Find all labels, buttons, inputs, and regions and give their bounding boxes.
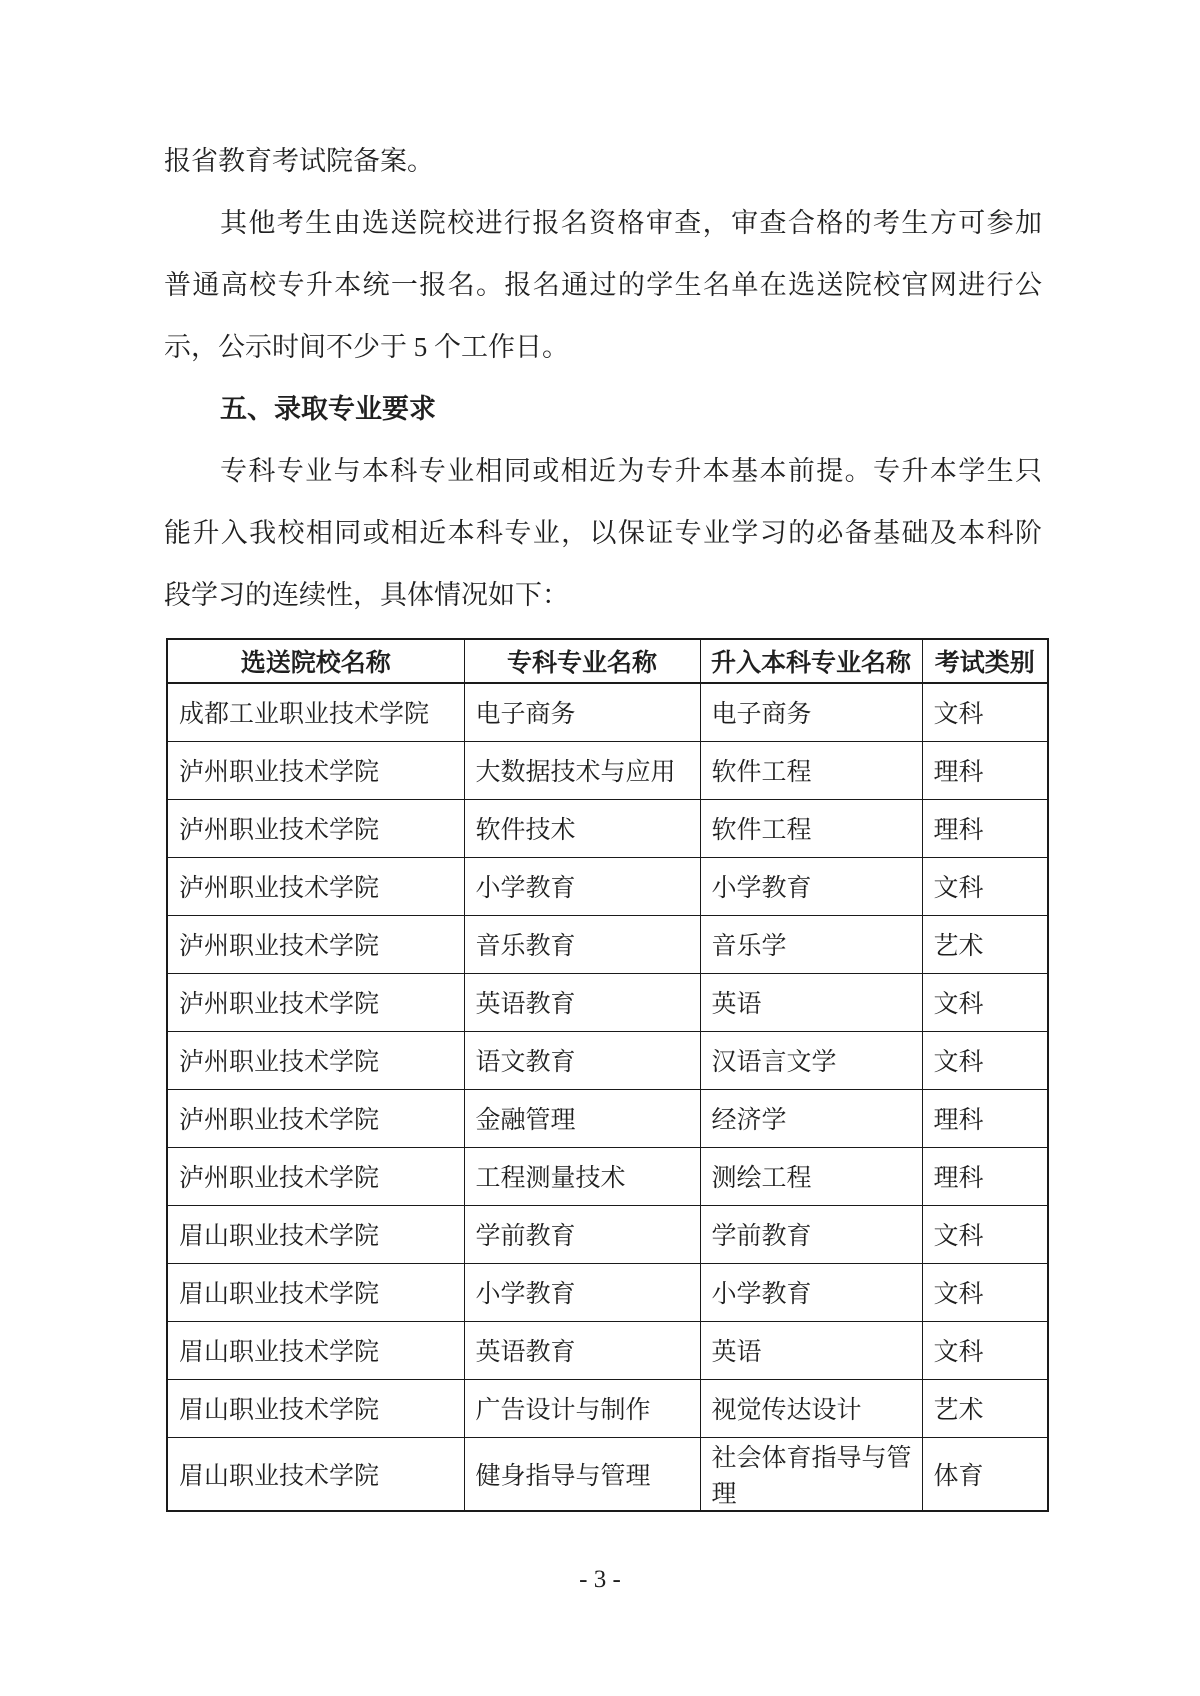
- junior-major-cell: 大数据技术与应用: [464, 741, 700, 799]
- senior-major-cell: 软件工程: [700, 741, 922, 799]
- table-row: [167, 1031, 1048, 1089]
- junior-major-cell: 软件技术: [464, 799, 700, 857]
- body-text-block: [164, 130, 1042, 626]
- senior-major-cell: 社会体育指导与管理: [700, 1437, 922, 1511]
- junior-major-cell: 小学教育: [464, 857, 700, 915]
- college-name-cell: 泸州职业技术学院: [167, 1147, 464, 1205]
- header-senior-major: 升入本科专业名称: [700, 639, 922, 683]
- paragraph-line: 示，公示时间不少于 5 个工作日。: [164, 332, 569, 362]
- table-row: [167, 799, 1048, 857]
- college-name-cell: 泸州职业技术学院: [167, 973, 464, 1031]
- senior-major-cell: 测绘工程: [700, 1147, 922, 1205]
- header-college-name: 选送院校名称: [167, 639, 464, 683]
- table-row: [167, 1147, 1048, 1205]
- table-row: [167, 1437, 1048, 1511]
- paragraph-line: 报省教育考试院备案。: [164, 146, 434, 176]
- junior-major-cell: 健身指导与管理: [464, 1437, 700, 1511]
- senior-major-cell: 软件工程: [700, 799, 922, 857]
- paragraph-line: 普通高校专升本统一报名。报名通过的学生名单在选送院校官网进行公: [164, 270, 1042, 300]
- senior-major-cell: 学前教育: [700, 1205, 922, 1263]
- paragraph-line: 能升入我校相同或相近本科专业，以保证专业学习的必备基础及本科阶: [164, 518, 1042, 548]
- junior-major-cell: 金融管理: [464, 1089, 700, 1147]
- exam-category-cell: 文科: [922, 1205, 1048, 1263]
- junior-major-cell: 广告设计与制作: [464, 1379, 700, 1437]
- senior-major-cell: 小学教育: [700, 1263, 922, 1321]
- college-name-cell: 泸州职业技术学院: [167, 1031, 464, 1089]
- junior-major-cell: 英语教育: [464, 973, 700, 1031]
- paragraph-line: 专科专业与本科专业相同或相近为专升本基本前提。专升本学生只: [220, 456, 1042, 486]
- senior-major-cell: 电子商务: [700, 683, 922, 741]
- college-name-cell: 眉山职业技术学院: [167, 1263, 464, 1321]
- majors-table: [166, 638, 1049, 1512]
- senior-major-cell: 英语: [700, 973, 922, 1031]
- college-name-cell: 泸州职业技术学院: [167, 1089, 464, 1147]
- college-name-cell: 泸州职业技术学院: [167, 799, 464, 857]
- table-row: [167, 857, 1048, 915]
- junior-major-cell: 工程测量技术: [464, 1147, 700, 1205]
- table-body: [167, 683, 1048, 1511]
- table-row: [167, 1263, 1048, 1321]
- senior-major-cell: 英语: [700, 1321, 922, 1379]
- exam-category-cell: 文科: [922, 857, 1048, 915]
- exam-category-cell: 文科: [922, 1321, 1048, 1379]
- table-row: [167, 1205, 1048, 1263]
- college-name-cell: 眉山职业技术学院: [167, 1437, 464, 1511]
- paragraph-line: 段学习的连续性，具体情况如下：: [164, 580, 569, 610]
- table-row: [167, 741, 1048, 799]
- junior-major-cell: 语文教育: [464, 1031, 700, 1089]
- college-name-cell: 泸州职业技术学院: [167, 741, 464, 799]
- table-row: [167, 683, 1048, 741]
- senior-major-cell: 经济学: [700, 1089, 922, 1147]
- exam-category-cell: 理科: [922, 741, 1048, 799]
- exam-category-cell: 文科: [922, 1031, 1048, 1089]
- junior-major-cell: 小学教育: [464, 1263, 700, 1321]
- table-header-row: [167, 639, 1048, 683]
- senior-major-cell: 小学教育: [700, 857, 922, 915]
- table-row: [167, 1089, 1048, 1147]
- exam-category-cell: 理科: [922, 1089, 1048, 1147]
- junior-major-cell: 英语教育: [464, 1321, 700, 1379]
- exam-category-cell: 理科: [922, 799, 1048, 857]
- college-name-cell: 眉山职业技术学院: [167, 1321, 464, 1379]
- junior-major-cell: 音乐教育: [464, 915, 700, 973]
- table-row: [167, 1321, 1048, 1379]
- header-junior-major: 专科专业名称: [464, 639, 700, 683]
- college-name-cell: 泸州职业技术学院: [167, 857, 464, 915]
- exam-category-cell: 文科: [922, 683, 1048, 741]
- page-number: - 3 -: [579, 1566, 621, 1593]
- table-row: [167, 973, 1048, 1031]
- senior-major-cell: 视觉传达设计: [700, 1379, 922, 1437]
- exam-category-cell: 文科: [922, 1263, 1048, 1321]
- section-heading: 五、录取专业要求: [220, 394, 436, 424]
- exam-category-cell: 体育: [922, 1437, 1048, 1511]
- header-exam-category: 考试类别: [922, 639, 1048, 683]
- college-name-cell: 泸州职业技术学院: [167, 915, 464, 973]
- junior-major-cell: 电子商务: [464, 683, 700, 741]
- table-row: [167, 915, 1048, 973]
- table-row: [167, 1379, 1048, 1437]
- college-name-cell: 成都工业职业技术学院: [167, 683, 464, 741]
- senior-major-cell: 音乐学: [700, 915, 922, 973]
- college-name-cell: 眉山职业技术学院: [167, 1205, 464, 1263]
- senior-major-cell: 汉语言文学: [700, 1031, 922, 1089]
- exam-category-cell: 理科: [922, 1147, 1048, 1205]
- college-name-cell: 眉山职业技术学院: [167, 1379, 464, 1437]
- paragraph-line: 其他考生由选送院校进行报名资格审查，审查合格的考生方可参加: [220, 208, 1042, 238]
- exam-category-cell: 艺术: [922, 915, 1048, 973]
- exam-category-cell: 文科: [922, 973, 1048, 1031]
- exam-category-cell: 艺术: [922, 1379, 1048, 1437]
- junior-major-cell: 学前教育: [464, 1205, 700, 1263]
